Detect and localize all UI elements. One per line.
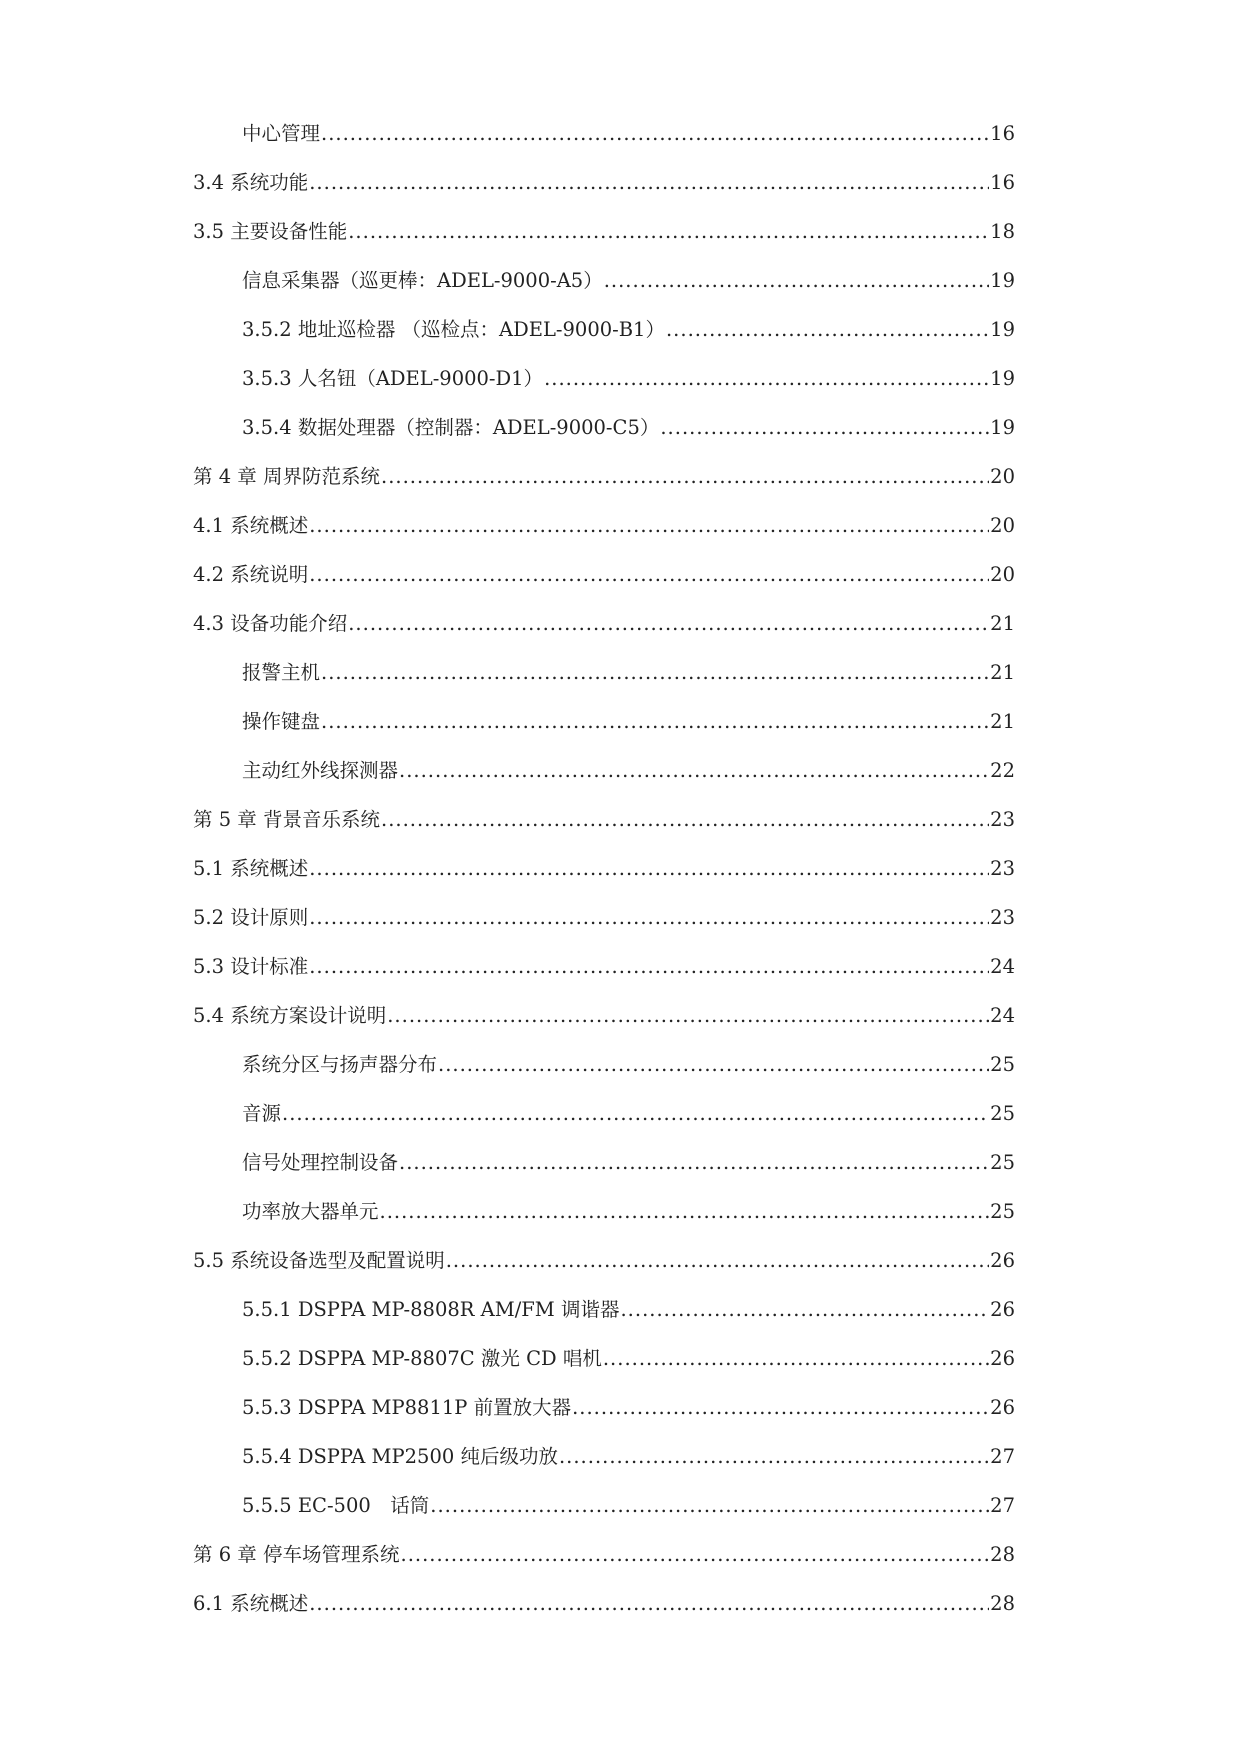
toc-entry-page-number: 19 bbox=[990, 318, 1015, 341]
toc-entry-page-number: 21 bbox=[990, 661, 1015, 684]
toc-dot-leader bbox=[446, 1248, 989, 1274]
toc-dot-leader bbox=[559, 1444, 989, 1470]
toc-entry-title: 5.5.4 DSPPA MP2500 纯后级功放 bbox=[242, 1445, 558, 1468]
toc-entry-page-number: 27 bbox=[990, 1445, 1015, 1468]
toc-entry-title: 操作键盘 bbox=[242, 710, 321, 733]
toc-entry-page-number: 23 bbox=[990, 808, 1015, 831]
toc-dot-leader bbox=[309, 954, 989, 980]
toc-entry-title: 第 6 章 停车场管理系统 bbox=[193, 1543, 400, 1566]
table-of-contents bbox=[193, 121, 1015, 1640]
toc-entry-page-number: 26 bbox=[990, 1298, 1015, 1321]
toc-entry-title: 音源 bbox=[242, 1102, 282, 1125]
toc-dot-leader bbox=[309, 170, 989, 196]
toc-dot-leader bbox=[321, 660, 989, 686]
toc-entry[interactable] bbox=[193, 1150, 1015, 1199]
toc-entry-page-number: 28 bbox=[990, 1592, 1015, 1615]
toc-entry-page-number: 20 bbox=[990, 514, 1015, 537]
toc-dot-leader bbox=[399, 758, 989, 784]
toc-entry-title: 系统分区与扬声器分布 bbox=[242, 1053, 438, 1076]
toc-entry-title: 3.5.4 数据处理器（控制器：ADEL-9000-C5） bbox=[242, 416, 660, 439]
toc-entry[interactable] bbox=[193, 170, 1015, 219]
toc-entry[interactable] bbox=[193, 1346, 1015, 1395]
toc-entry[interactable] bbox=[193, 562, 1015, 611]
toc-entry-page-number: 20 bbox=[990, 465, 1015, 488]
toc-entry-title: 信号处理控制设备 bbox=[242, 1151, 399, 1174]
toc-dot-leader bbox=[401, 1542, 990, 1568]
toc-dot-leader bbox=[572, 1395, 989, 1421]
toc-entry[interactable] bbox=[193, 758, 1015, 807]
toc-entry[interactable] bbox=[193, 268, 1015, 317]
toc-entry-page-number: 26 bbox=[990, 1396, 1015, 1419]
toc-entry[interactable] bbox=[193, 1101, 1015, 1150]
toc-dot-leader bbox=[309, 513, 989, 539]
toc-entry-title: 5.3 设计标准 bbox=[193, 955, 309, 978]
toc-entry-title: 5.1 系统概述 bbox=[193, 857, 309, 880]
toc-entry[interactable] bbox=[193, 415, 1015, 464]
toc-entry-page-number: 16 bbox=[990, 171, 1015, 194]
toc-entry[interactable] bbox=[193, 611, 1015, 660]
toc-entry-title: 5.5 系统设备选型及配置说明 bbox=[193, 1249, 445, 1272]
toc-entry[interactable] bbox=[193, 1297, 1015, 1346]
toc-entry-title: 5.2 设计原则 bbox=[193, 906, 309, 929]
toc-entry-title: 4.1 系统概述 bbox=[193, 514, 309, 537]
toc-dot-leader bbox=[321, 121, 989, 147]
toc-entry-title: 6.1 系统概述 bbox=[193, 1592, 309, 1615]
toc-entry[interactable] bbox=[193, 1493, 1015, 1542]
toc-dot-leader bbox=[438, 1052, 989, 1078]
toc-entry-title: 3.5.2 地址巡检器 （巡检点：ADEL-9000-B1） bbox=[242, 318, 665, 341]
toc-entry-title: 中心管理 bbox=[242, 122, 321, 145]
toc-entry-page-number: 25 bbox=[990, 1053, 1015, 1076]
toc-entry[interactable] bbox=[193, 1542, 1015, 1591]
toc-entry-title: 报警主机 bbox=[242, 661, 321, 684]
toc-entry[interactable] bbox=[193, 856, 1015, 905]
toc-entry[interactable] bbox=[193, 464, 1015, 513]
toc-entry[interactable] bbox=[193, 1248, 1015, 1297]
toc-entry-title: 第 4 章 周界防范系统 bbox=[193, 465, 381, 488]
toc-dot-leader bbox=[399, 1150, 989, 1176]
toc-entry[interactable] bbox=[193, 317, 1015, 366]
toc-entry-title: 5.4 系统方案设计说明 bbox=[193, 1004, 387, 1027]
toc-entry-page-number: 18 bbox=[990, 220, 1015, 243]
toc-entry[interactable] bbox=[193, 219, 1015, 268]
toc-entry-page-number: 26 bbox=[990, 1249, 1015, 1272]
toc-entry[interactable] bbox=[193, 1444, 1015, 1493]
toc-entry-title: 第 5 章 背景音乐系统 bbox=[193, 808, 381, 831]
toc-dot-leader bbox=[381, 807, 989, 833]
toc-dot-leader bbox=[309, 1591, 989, 1617]
toc-dot-leader bbox=[309, 905, 989, 931]
toc-entry-page-number: 27 bbox=[990, 1494, 1015, 1517]
toc-entry-page-number: 24 bbox=[990, 1004, 1015, 1027]
toc-dot-leader bbox=[604, 268, 989, 294]
toc-dot-leader bbox=[603, 1346, 989, 1372]
toc-entry-page-number: 19 bbox=[990, 367, 1015, 390]
toc-entry-title: 5.5.3 DSPPA MP8811P 前置放大器 bbox=[242, 1396, 572, 1419]
toc-dot-leader bbox=[381, 464, 989, 490]
toc-entry-page-number: 24 bbox=[990, 955, 1015, 978]
toc-entry-title: 5.5.1 DSPPA MP-8808R AM/FM 调谐器 bbox=[242, 1298, 620, 1321]
toc-entry-page-number: 20 bbox=[990, 563, 1015, 586]
toc-entry[interactable] bbox=[193, 1199, 1015, 1248]
toc-entry-page-number: 25 bbox=[990, 1102, 1015, 1125]
toc-entry[interactable] bbox=[193, 366, 1015, 415]
toc-dot-leader bbox=[348, 219, 989, 245]
toc-dot-leader bbox=[660, 415, 989, 441]
toc-dot-leader bbox=[387, 1003, 989, 1029]
toc-entry[interactable] bbox=[193, 513, 1015, 562]
toc-entry-page-number: 21 bbox=[990, 612, 1015, 635]
toc-entry-title: 4.2 系统说明 bbox=[193, 563, 309, 586]
toc-entry-page-number: 19 bbox=[990, 416, 1015, 439]
toc-dot-leader bbox=[321, 709, 989, 735]
toc-entry[interactable] bbox=[193, 121, 1015, 170]
toc-entry-title: 3.4 系统功能 bbox=[193, 171, 309, 194]
toc-entry-title: 5.5.5 EC-500 话筒 bbox=[242, 1494, 430, 1517]
toc-dot-leader bbox=[666, 317, 989, 343]
toc-entry-title: 3.5.3 人名钮（ADEL-9000-D1） bbox=[242, 367, 544, 390]
toc-dot-leader bbox=[620, 1297, 989, 1323]
toc-dot-leader bbox=[309, 562, 989, 588]
toc-entry-page-number: 25 bbox=[990, 1151, 1015, 1174]
toc-entry-page-number: 28 bbox=[990, 1543, 1015, 1566]
toc-entry-page-number: 26 bbox=[990, 1347, 1015, 1370]
toc-entry-title: 主动红外线探测器 bbox=[242, 759, 399, 782]
toc-entry-page-number: 23 bbox=[990, 857, 1015, 880]
toc-dot-leader bbox=[544, 366, 989, 392]
toc-entry-page-number: 23 bbox=[990, 906, 1015, 929]
toc-entry-title: 4.3 设备功能介绍 bbox=[193, 612, 348, 635]
toc-dot-leader bbox=[380, 1199, 990, 1225]
toc-entry-page-number: 16 bbox=[990, 122, 1015, 145]
toc-entry-page-number: 22 bbox=[990, 759, 1015, 782]
toc-entry[interactable] bbox=[193, 1052, 1015, 1101]
toc-entry-title: 功率放大器单元 bbox=[242, 1200, 379, 1223]
toc-entry-title: 3.5 主要设备性能 bbox=[193, 220, 348, 243]
toc-entry-title: 5.5.2 DSPPA MP-8807C 激光 CD 唱机 bbox=[242, 1347, 602, 1370]
toc-dot-leader bbox=[309, 856, 989, 882]
toc-entry-page-number: 19 bbox=[990, 269, 1015, 292]
toc-dot-leader bbox=[282, 1101, 989, 1127]
toc-dot-leader bbox=[348, 611, 989, 637]
toc-entry[interactable] bbox=[193, 1003, 1015, 1052]
toc-entry[interactable] bbox=[193, 807, 1015, 856]
toc-dot-leader bbox=[430, 1493, 989, 1519]
toc-entry[interactable] bbox=[193, 660, 1015, 709]
toc-entry[interactable] bbox=[193, 1395, 1015, 1444]
toc-entry[interactable] bbox=[193, 709, 1015, 758]
toc-entry-page-number: 21 bbox=[990, 710, 1015, 733]
toc-entry[interactable] bbox=[193, 1591, 1015, 1640]
toc-entry[interactable] bbox=[193, 905, 1015, 954]
toc-entry-title: 信息采集器（巡更棒：ADEL-9000-A5） bbox=[242, 269, 603, 292]
toc-entry-page-number: 25 bbox=[990, 1200, 1015, 1223]
toc-entry[interactable] bbox=[193, 954, 1015, 1003]
